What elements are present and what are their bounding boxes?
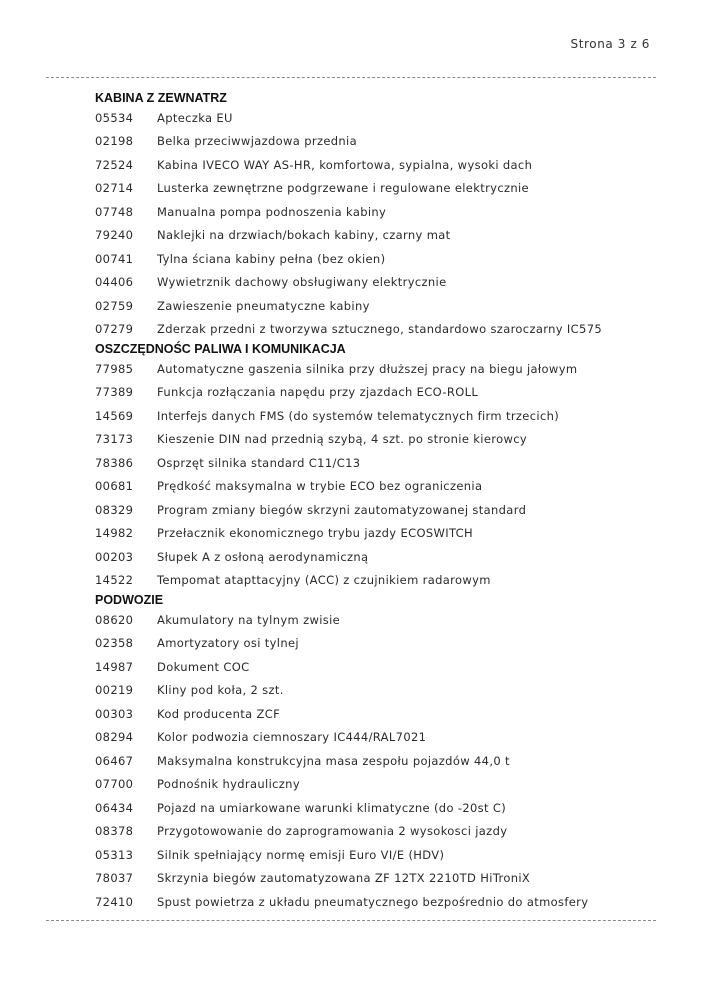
item-description: Maksymalna konstrukcyjna masa zespołu pojazdów 44,0 t xyxy=(157,753,510,768)
list-item xyxy=(95,632,665,656)
item-description: Tylna ściana kabiny pełna (bez okien) xyxy=(157,251,386,266)
section xyxy=(95,341,665,592)
item-code: 00203 xyxy=(95,549,134,564)
item-code: 08294 xyxy=(95,730,134,745)
item-code: 08620 xyxy=(95,612,134,627)
list-item xyxy=(95,890,665,914)
item-description: Dokument COC xyxy=(157,659,250,674)
list-item xyxy=(95,153,665,177)
list-item xyxy=(95,318,665,342)
list-item xyxy=(95,796,665,820)
item-description: Kieszenie DIN nad przednią szybą, 4 szt. po stronie kierowcy xyxy=(157,432,528,447)
item-description: Kod producenta ZCF xyxy=(157,706,281,721)
item-code: 06467 xyxy=(95,753,134,768)
list-item xyxy=(95,749,665,773)
item-code: 02358 xyxy=(95,636,134,651)
section xyxy=(95,592,665,914)
item-code: 07279 xyxy=(95,322,134,337)
list-item xyxy=(95,177,665,201)
item-description: Przygotowowanie do zaprogramowania 2 wysokosci jazdy xyxy=(157,824,508,839)
list-item xyxy=(95,867,665,891)
item-description: Prędkość maksymalna w trybie ECO bez ograniczenia xyxy=(157,479,483,494)
item-code: 14982 xyxy=(95,526,134,541)
list-item xyxy=(95,381,665,405)
item-description: Automatyczne gaszenia silnika przy dłuższej pracy na biegu jałowym xyxy=(157,361,578,376)
item-code: 00741 xyxy=(95,251,134,266)
list-item xyxy=(95,702,665,726)
list-item xyxy=(95,106,665,130)
item-description: Program zmiany biegów skrzyni zautomatyzowanej standard xyxy=(157,502,527,517)
item-code: 02759 xyxy=(95,298,134,313)
item-description: Kliny pod koła, 2 szt. xyxy=(157,683,284,698)
list-item xyxy=(95,475,665,499)
item-description: Podnośnik hydrauliczny xyxy=(157,777,300,792)
item-code: 00219 xyxy=(95,683,134,698)
item-description: Interfejs danych FMS (do systemów telematycznych firm trzecich) xyxy=(157,408,560,423)
item-code: 08378 xyxy=(95,824,134,839)
item-description: Tempomat atapttacyjny (ACC) z czujnikiem radarowym xyxy=(157,573,491,588)
top-divider xyxy=(46,77,656,78)
item-code: 72524 xyxy=(95,157,134,172)
list-item xyxy=(95,498,665,522)
item-code: 00303 xyxy=(95,706,134,721)
item-description: Osprzęt silnika standard C11/C13 xyxy=(157,455,361,470)
item-description: Zawieszenie pneumatyczne kabiny xyxy=(157,298,370,313)
item-code: 77985 xyxy=(95,361,134,376)
item-description: Słupek A z osłoną aerodynamiczną xyxy=(157,549,369,564)
item-code: 07748 xyxy=(95,204,134,219)
item-description: Spust powietrza z układu pneumatycznego bezpośrednio do atmosfery xyxy=(157,894,589,909)
item-code: 02714 xyxy=(95,181,134,196)
item-description: Lusterka zewnętrzne podgrzewane i regulowane elektrycznie xyxy=(157,181,529,196)
item-code: 00681 xyxy=(95,479,134,494)
list-item xyxy=(95,130,665,154)
item-description: Akumulatory na tylnym zwisie xyxy=(157,612,341,627)
page-number: Strona 3 z 6 xyxy=(570,37,650,51)
item-code: 79240 xyxy=(95,228,134,243)
item-code: 05534 xyxy=(95,110,134,125)
list-item xyxy=(95,522,665,546)
list-item xyxy=(95,773,665,797)
item-code: 73173 xyxy=(95,432,134,447)
list-item xyxy=(95,726,665,750)
list-item xyxy=(95,247,665,271)
section-title: OSZCZĘDNOŚC PALIWA I KOMUNIKACJA xyxy=(95,342,346,356)
item-code: 77389 xyxy=(95,385,134,400)
list-item xyxy=(95,545,665,569)
list-item xyxy=(95,294,665,318)
list-item xyxy=(95,271,665,295)
bottom-divider xyxy=(46,920,656,921)
item-code: 04406 xyxy=(95,275,134,290)
item-description: Przełacznik ekonomicznego trybu jazdy ECOSWITCH xyxy=(157,526,474,541)
list-item xyxy=(95,357,665,381)
section-title: PODWOZIE xyxy=(95,593,164,607)
item-code: 78037 xyxy=(95,871,134,886)
item-code: 08329 xyxy=(95,502,134,517)
item-description: Funkcja rozłączania napędu przy zjazdach ECO-ROLL xyxy=(157,385,479,400)
item-description: Kabina IVECO WAY AS-HR, komfortowa, sypialna, wysoki dach xyxy=(157,157,533,172)
list-item xyxy=(95,451,665,475)
item-code: 05313 xyxy=(95,847,134,862)
item-description: Zderzak przedni z tworzywa sztucznego, standardowo szaroczarny IC575 xyxy=(157,322,603,337)
item-code: 14522 xyxy=(95,573,134,588)
item-code: 72410 xyxy=(95,894,134,909)
item-description: Apteczka EU xyxy=(157,110,233,125)
section-title: KABINA Z ZEWNATRZ xyxy=(95,91,227,105)
list-item xyxy=(95,843,665,867)
item-code: 07700 xyxy=(95,777,134,792)
list-item xyxy=(95,428,665,452)
item-description: Silnik spełniający normę emisji Euro VI/E (HDV) xyxy=(157,847,445,862)
item-description: Kolor podwozia ciemnoszary IC444/RAL7021 xyxy=(157,730,427,745)
item-code: 14569 xyxy=(95,408,134,423)
list-item xyxy=(95,200,665,224)
item-code: 06434 xyxy=(95,800,134,815)
equipment-list xyxy=(95,90,665,914)
list-item xyxy=(95,608,665,632)
list-item xyxy=(95,569,665,593)
item-description: Wywietrznik dachowy obsługiwany elektrycznie xyxy=(157,275,447,290)
item-description: Pojazd na umiarkowane warunki klimatyczne (do -20st C) xyxy=(157,800,507,815)
item-code: 02198 xyxy=(95,134,134,149)
item-description: Manualna pompa podnoszenia kabiny xyxy=(157,204,387,219)
list-item xyxy=(95,404,665,428)
list-item xyxy=(95,655,665,679)
list-item xyxy=(95,679,665,703)
item-code: 14987 xyxy=(95,659,134,674)
list-item xyxy=(95,224,665,248)
section xyxy=(95,90,665,341)
list-item xyxy=(95,820,665,844)
item-description: Belka przeciwwjazdowa przednia xyxy=(157,134,357,149)
item-code: 78386 xyxy=(95,455,134,470)
item-description: Amortyzatory osi tylnej xyxy=(157,636,299,651)
item-description: Naklejki na drzwiach/bokach kabiny, czarny mat xyxy=(157,228,451,243)
item-description: Skrzynia biegów zautomatyzowana ZF 12TX 2210TD HiTroniX xyxy=(157,871,531,886)
